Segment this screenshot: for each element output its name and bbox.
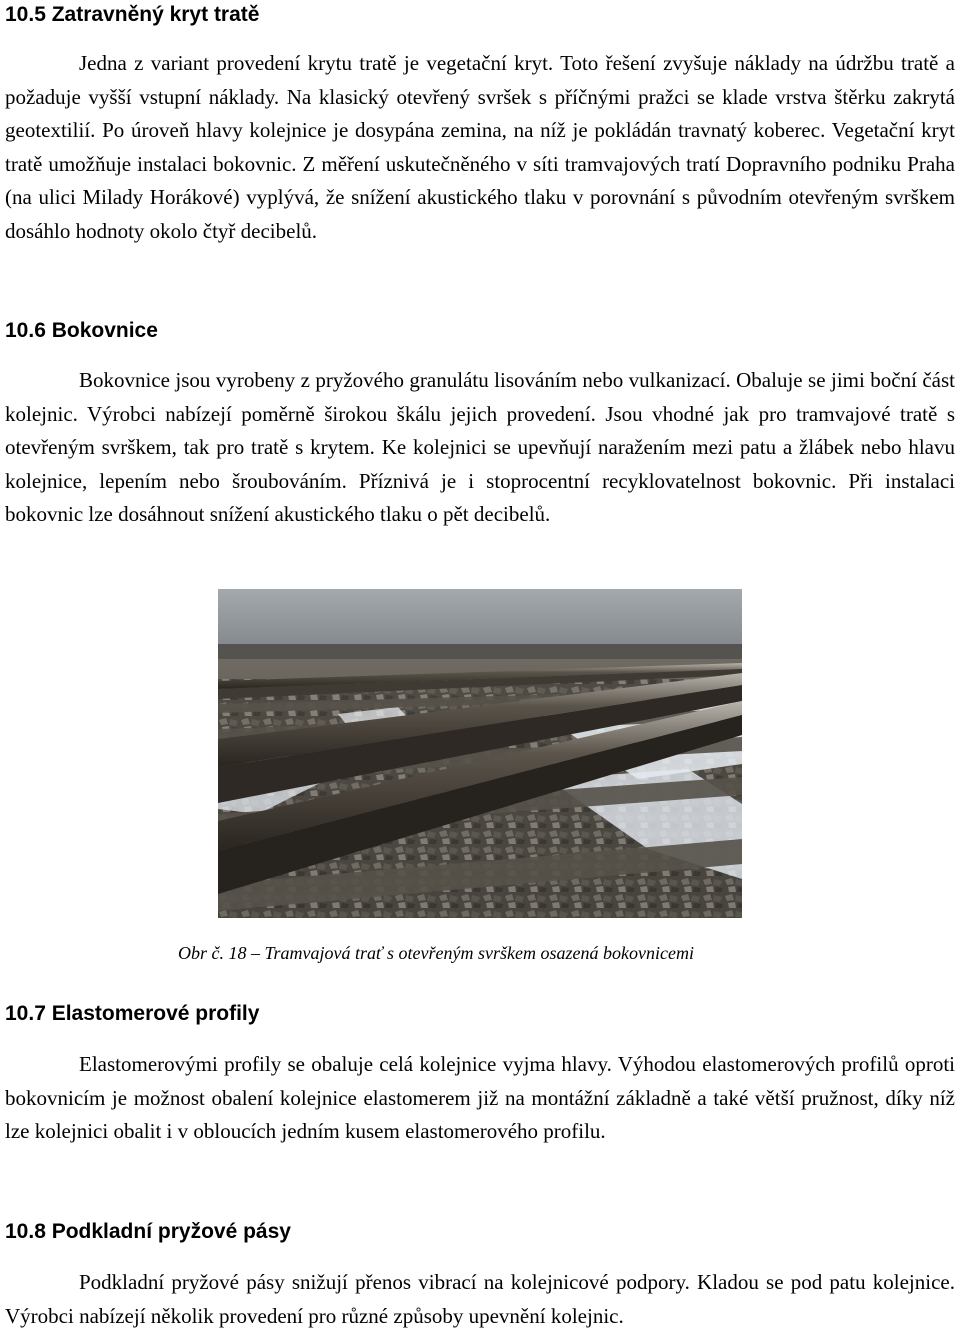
section-heading-10-8: 10.8 Podkladní pryžové pásy — [5, 1220, 291, 1243]
track-photo — [218, 589, 742, 918]
tram-track-photo-illustration — [218, 589, 742, 918]
section-paragraph-10-7: Elastomerovými profily se obaluje celá kolejnice vyjma hlavy. Výhodou elastomerových profilů oproti bokovnicím je možnost obalení kolejnice elastomerem již na montážní základně a také větší pružnost, díky níž lze kolejnici obalit i v obloucích jedním kusem elastomerového profilu. — [5, 1052, 955, 1144]
section-paragraph-10-8: Podkladní pryžové pásy snižují přenos vibrací na kolejnicové podpory. Kladou se pod patu kolejnice. Výrobci nabízejí několik provedení pro různé způsoby upevnění kolejnic. — [5, 1270, 955, 1328]
section-paragraph-10-5: Jedna z variant provedení krytu tratě je vegetační kryt. Toto řešení zvyšuje náklady na údržbu tratě a požaduje vyšší vstupní náklady. Na klasický otevřený svršek s příčnými pražci se klade vrstva štěrku zakrytá geotextilií. Po úroveň hlavy kolejnice je dosypána zemina, na níž je pokládán travnatý koberec. Vegetační kryt tratě umožňuje instalaci bokovnic. Z měření uskutečněného v síti tramvajových tratí Dopravního podniku Praha (na ulici Milady Horákové) vyplývá, že snížení akustického tlaku v porovnání s původním otevřeným svrškem dosáhlo hodnoty okolo čtyř decibelů. — [5, 51, 955, 243]
section-heading-10-7: 10.7 Elastomerové profily — [5, 1002, 260, 1025]
figure-caption: Obr č. 18 – Tramvajová trať s otevřeným svrškem osazená bokovnicemi — [178, 943, 694, 963]
section-heading-10-5: 10.5 Zatravněný kryt tratě — [5, 3, 260, 26]
section-paragraph-10-6: Bokovnice jsou vyrobeny z pryžového granulátu lisováním nebo vulkanizací. Obaluje se jimi boční část kolejnic. Výrobci nabízejí poměrně širokou škálu jejich provedení. Jsou vhodné jak pro tramvajové tratě s otevřeným svrškem, tak pro tratě s krytem. Ke kolejnici se upevňují naražením mezi patu a žlábek nebo hlavu kolejnice, lepením nebo šroubováním. Příznivá je i stoprocentní recyklovatelnost bokovnic. Při instalaci bokovnic lze dosáhnout snížení akustického tlaku o pět decibelů. — [5, 368, 955, 527]
section-heading-10-6: 10.6 Bokovnice — [5, 319, 158, 342]
